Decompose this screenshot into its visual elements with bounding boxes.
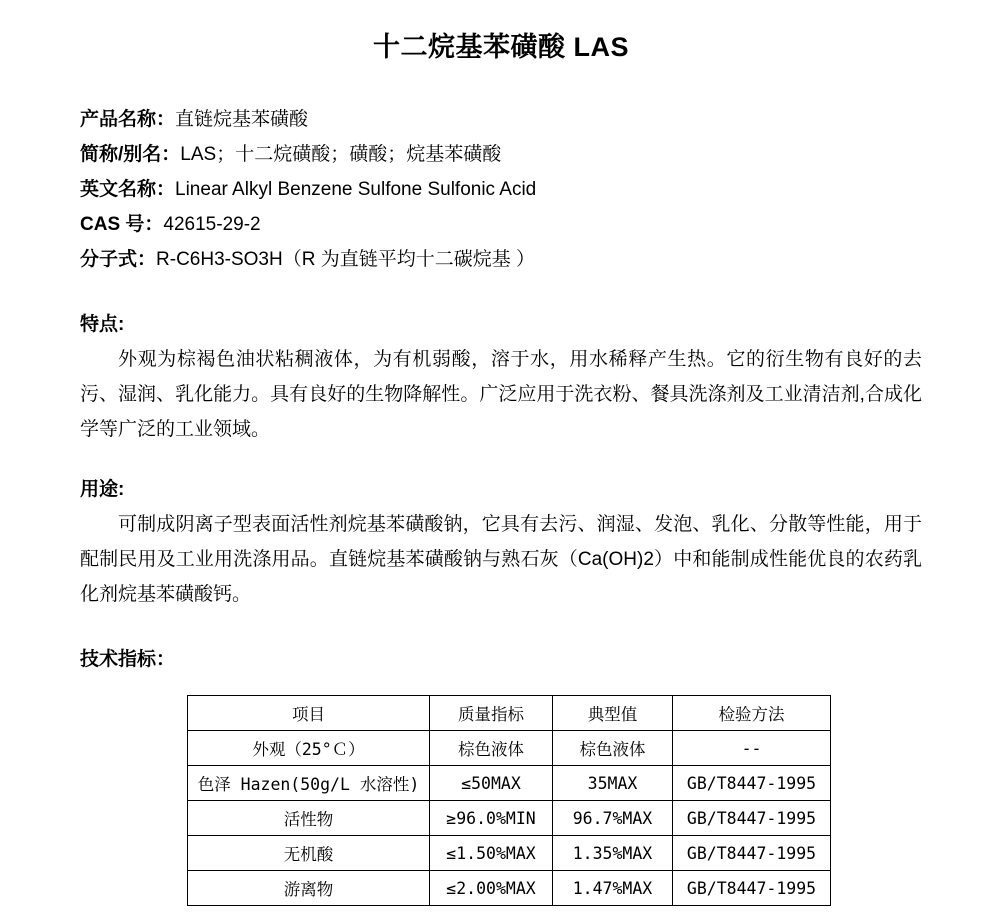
field-value: LAS；十二烷磺酸；磺酸；烷基苯磺酸: [180, 144, 502, 165]
field-value: 直链烷基苯磺酸: [175, 109, 309, 130]
cell-typical-value: 1.47%MAX: [553, 871, 673, 906]
info-row-product-name: [80, 102, 922, 137]
field-label: 分子式：: [80, 249, 157, 270]
cell-quality-index: ≤50MAX: [430, 766, 553, 801]
section-heading-features: 特点:: [80, 314, 125, 335]
column-header-typical-value: 典型值: [553, 696, 673, 731]
cell-typical-value: 35MAX: [553, 766, 673, 801]
field-value: R-C6H3-SO3H（R 为直链平均十二碳烷基 ）: [156, 249, 535, 270]
cell-test-method: GB/T8447-1995: [673, 871, 831, 906]
cell-typical-value: 棕色液体: [553, 731, 673, 766]
cell-item: 外观（25°Ｃ）: [188, 731, 430, 766]
cell-typical-value: 1.35%MAX: [553, 836, 673, 871]
table-row-free-matter: [188, 871, 831, 906]
section-specifications: [80, 642, 922, 906]
cell-quality-index: ≤1.50%MAX: [430, 836, 553, 871]
table-row-color-hazen: [188, 766, 831, 801]
column-header-item: 项目: [188, 696, 430, 731]
section-heading-uses: 用途:: [80, 479, 125, 500]
cell-item: 活性物: [188, 801, 430, 836]
field-label: 简称/别名：: [80, 144, 181, 165]
field-value: Linear Alkyl Benzene Sulfone Sulfonic Acid: [175, 179, 537, 200]
cell-item: 游离物: [188, 871, 430, 906]
column-header-test-method: 检验方法: [673, 696, 831, 731]
cell-item: 色泽 Hazen(50g/L 水溶性): [188, 766, 430, 801]
column-header-quality-index: 质量指标: [430, 696, 553, 731]
table-row-appearance: [188, 731, 831, 766]
table-row-active-matter: [188, 801, 831, 836]
cell-test-method: GB/T8447-1995: [673, 766, 831, 801]
section-body-features: 外观为棕褐色油状粘稠液体，为有机弱酸，溶于水，用水稀释产生热。它的衍生物有良好的去污、湿润、乳化能力。具有良好的生物降解性。广泛应用于洗衣粉、餐具洗涤剂及工业清洁剂,合成化学等广泛的工业领域。: [80, 349, 922, 440]
info-row-alias: [80, 137, 922, 172]
section-features: [80, 307, 922, 447]
cell-quality-index: 棕色液体: [430, 731, 553, 766]
info-row-molecular-formula: [80, 242, 922, 277]
cell-item: 无机酸: [188, 836, 430, 871]
page-title: 十二烷基苯磺酸 LAS: [372, 32, 629, 62]
table-row-inorganic-acid: [188, 836, 831, 871]
field-value: 42615-29-2: [163, 214, 261, 235]
field-label: CAS 号：: [80, 214, 164, 235]
field-label: 英文名称：: [80, 179, 176, 200]
cell-test-method: --: [673, 731, 831, 766]
cell-test-method: GB/T8447-1995: [673, 836, 831, 871]
cell-quality-index: ≤2.00%MAX: [430, 871, 553, 906]
field-label: 产品名称：: [80, 109, 176, 130]
spec-table: [187, 695, 831, 906]
spec-table-header-row: [188, 696, 831, 731]
info-row-english-name: [80, 172, 922, 207]
cell-typical-value: 96.7%MAX: [553, 801, 673, 836]
info-row-cas-number: [80, 207, 922, 242]
section-heading-specifications: 技术指标：: [80, 649, 176, 670]
cell-quality-index: ≥96.0%MIN: [430, 801, 553, 836]
section-uses: [80, 472, 922, 612]
spec-table-container: [187, 695, 922, 906]
section-body-uses: 可制成阴离子型表面活性剂烷基苯磺酸钠，它具有去污、润湿、发泡、乳化、分散等性能，用于配制民用及工业用洗涤用品。直链烷基苯磺酸钠与熟石灰（Ca(OH)2）中和能制成性能优良的农药乳化剂烷基苯磺酸钙。: [80, 514, 922, 605]
cell-test-method: GB/T8447-1995: [673, 801, 831, 836]
product-info-block: [80, 102, 922, 277]
